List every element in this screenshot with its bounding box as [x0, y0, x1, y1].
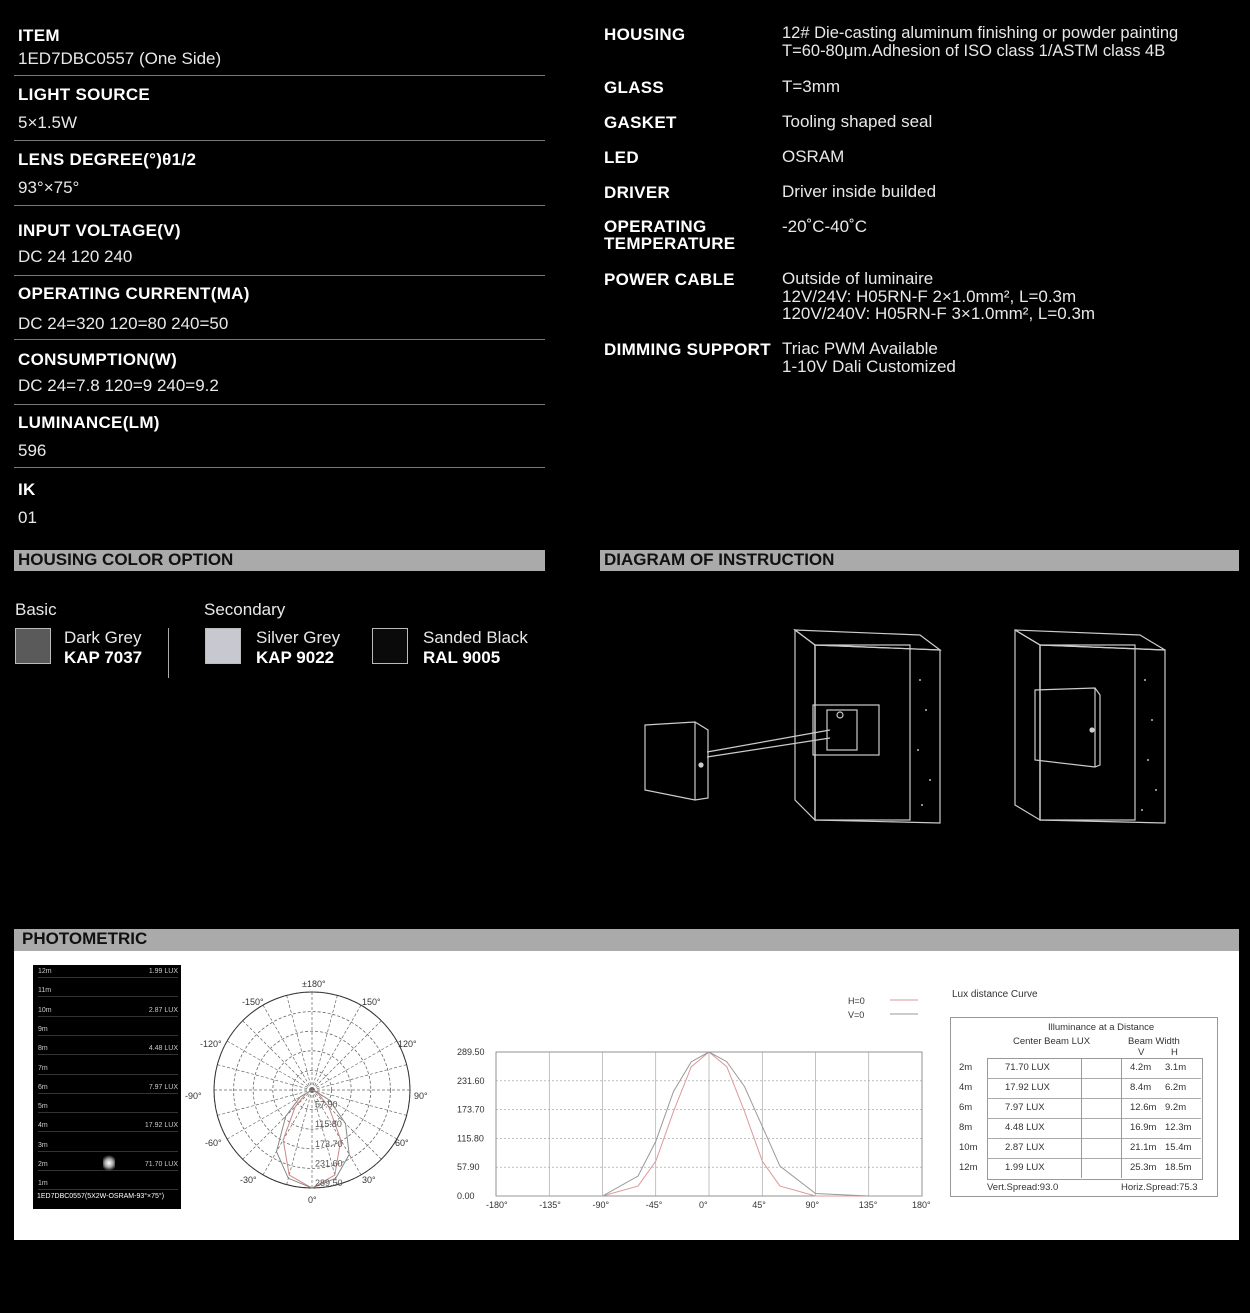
spec-label: DRIVER — [604, 183, 671, 202]
beam-v-cell: 21.1m — [1130, 1142, 1157, 1153]
y-tick-label: 173.70 — [457, 1104, 485, 1115]
color-swatch-silver-grey — [205, 628, 241, 664]
color-swatch-dark-grey — [15, 628, 51, 664]
distance-label: 8m — [38, 1045, 48, 1053]
spec-label: LENS DEGREE(°)θ1/2 — [18, 150, 197, 169]
distance-label: 6m — [38, 1083, 48, 1091]
y-tick-label: 115.80 — [457, 1133, 484, 1144]
polar-candela-chart — [180, 975, 440, 1205]
beam-v-cell: 25.3m — [1130, 1162, 1157, 1173]
polar-angle-label: ±180° — [302, 979, 326, 989]
gridline — [38, 1151, 178, 1152]
spec-label: LUMINANCE(LM) — [18, 413, 160, 432]
column-divider — [1121, 1058, 1122, 1178]
polar-spoke — [312, 1021, 381, 1090]
spec-value: DC 24=7.8 120=9 240=9.2 — [18, 376, 219, 395]
y-tick-label: 57.90 — [457, 1162, 480, 1173]
lux-label: 4.48 LUX — [148, 1045, 178, 1053]
spec-value: T=3mm — [782, 77, 841, 96]
polar-ring-label: 289.50 — [315, 1178, 343, 1188]
distance-label: 12m — [38, 968, 52, 975]
distance-cell: 2m — [959, 1062, 973, 1073]
lux-cell: 17.92 LUX — [1005, 1082, 1050, 1093]
legend-label: H=0 — [848, 996, 865, 1006]
row-divider — [987, 1138, 1201, 1139]
spec-value: DC 24=320 120=80 240=50 — [18, 314, 229, 333]
distance-label: 3m — [38, 1141, 48, 1149]
color-code: KAP 7037 — [64, 648, 143, 667]
polar-spoke — [312, 1041, 397, 1090]
spec-value: -20˚C-40˚C — [782, 217, 868, 236]
polar-spoke — [312, 1065, 407, 1090]
spec-value: 5×1.5W — [18, 113, 78, 132]
legend-label: V=0 — [848, 1010, 865, 1020]
color-swatch-sanded-black — [372, 628, 408, 664]
lux-cell: 2.87 LUX — [1005, 1142, 1045, 1153]
distance-label: 7m — [38, 1064, 48, 1072]
spec-label: HOUSING — [604, 25, 686, 44]
polar-spoke — [287, 1090, 312, 1185]
gridline — [38, 1074, 178, 1075]
distance-label: 10m — [38, 1006, 52, 1014]
lux-label: 7.97 LUX — [148, 1083, 178, 1091]
secondary-label: Secondary — [204, 600, 286, 619]
row-divider — [987, 1158, 1201, 1159]
beam-h-cell: 18.5m — [1165, 1162, 1192, 1173]
spec-value: 1ED7DBC0557 (One Side) — [18, 49, 222, 68]
distance-cell: 4m — [959, 1082, 973, 1093]
horiz-spread: Horiz.Spread:75.3 — [1121, 1182, 1198, 1193]
vert-spread: Vert.Spread:93.0 — [987, 1182, 1059, 1193]
beam-h-cell: 12.3m — [1165, 1122, 1192, 1133]
spec-label: INPUT VOLTAGE(V) — [18, 221, 181, 240]
x-tick-label: 0° — [699, 1200, 708, 1210]
gridline — [38, 1035, 178, 1036]
spec-value: 12V/24V: H05RN-F 2×1.0mm², L=0.3m — [782, 286, 1077, 306]
distance-label: 9m — [38, 1025, 48, 1033]
gridline — [38, 1093, 178, 1094]
polar-spoke — [217, 1090, 312, 1115]
beam-h-cell: 3.1m — [1165, 1062, 1187, 1073]
spec-value: 01 — [18, 508, 37, 527]
spec-label: GASKET — [604, 113, 677, 132]
distance-cell: 12m — [959, 1162, 978, 1173]
polar-angle-label: 60° — [395, 1138, 409, 1148]
polar-ring-label: 115.80 — [315, 1119, 342, 1130]
spec-value: 596 — [18, 441, 47, 460]
spec-label: DIMMING SUPPORT — [604, 340, 771, 359]
x-tick-label: 90° — [805, 1200, 820, 1210]
lux-cell: 4.48 LUX — [1005, 1122, 1045, 1133]
polar-spoke — [312, 995, 337, 1090]
housing-color-header: HOUSING COLOR OPTION — [14, 550, 545, 571]
distance-label: 1m — [38, 1180, 48, 1188]
beam-v-cell: 4.2m — [1130, 1062, 1152, 1073]
polar-spoke — [217, 1065, 312, 1090]
divider — [14, 205, 545, 206]
spec-label: GLASS — [604, 78, 665, 97]
polar-angle-label: 0° — [308, 1195, 317, 1205]
diagram-header: DIAGRAM OF INSTRUCTION — [600, 550, 1239, 571]
gridline — [38, 1131, 178, 1132]
x-tick-label: 45° — [752, 1200, 766, 1210]
gridline — [38, 996, 178, 997]
spec-label: TEMPERATURE — [604, 234, 736, 253]
column-header: H — [1171, 1047, 1178, 1058]
color-code: KAP 9022 — [256, 648, 335, 667]
divider — [14, 404, 545, 405]
y-tick-label: 289.50 — [457, 1047, 485, 1057]
spec-value: Driver inside builded — [782, 182, 937, 201]
gridline — [38, 1112, 178, 1113]
beam-v-cell: 8.4m — [1130, 1082, 1152, 1093]
gridline — [38, 977, 178, 978]
falloff-caption: 1ED7DBC0557(5X2W-OSRAM-93°×75°) — [37, 1193, 165, 1200]
spec-label: LIGHT SOURCE — [18, 85, 151, 104]
polar-ring-label: 173.70 — [315, 1138, 343, 1149]
gridline — [38, 1189, 178, 1190]
distance-cell: 10m — [959, 1142, 978, 1153]
spec-value: 1-10V Dali Customized — [782, 356, 956, 376]
column-header: Beam Width — [1128, 1036, 1180, 1047]
spec-value: T=60-80μm.Adhesion of ISO class 1/ASTM class 4B — [782, 41, 1166, 60]
polar-angle-label: -90° — [185, 1091, 202, 1101]
polar-angle-label: 120° — [398, 1039, 417, 1049]
beam-h-cell: 15.4m — [1165, 1142, 1192, 1153]
polar-spoke — [287, 995, 312, 1090]
spec-value: DC 24 120 240 — [18, 247, 133, 266]
distance-label: 5m — [38, 1103, 48, 1111]
polar-angle-label: -60° — [205, 1138, 222, 1148]
distance-label: 11m — [38, 987, 52, 995]
polar-angle-label: -30° — [240, 1175, 257, 1185]
row-divider — [987, 1078, 1201, 1079]
spec-value: 12# Die-casting aluminum finishing or powder painting — [782, 24, 1179, 42]
polar-angle-label: 150° — [362, 997, 381, 1007]
divider — [14, 140, 545, 141]
spec-value: Tooling shaped seal — [782, 112, 933, 131]
spec-value: Outside of luminaire — [782, 269, 934, 288]
gridline — [38, 1016, 178, 1017]
beam-h-cell: 9.2m — [1165, 1102, 1187, 1113]
spec-label: ITEM — [18, 26, 60, 45]
polar-spoke — [227, 1041, 312, 1090]
table-subtitle: Illuminance at a Distance — [1048, 1022, 1155, 1033]
divider — [14, 339, 545, 340]
color-name: Silver Grey — [256, 628, 341, 647]
polar-spoke — [243, 1021, 312, 1090]
x-tick-label: 135° — [858, 1200, 878, 1210]
row-divider — [987, 1118, 1201, 1119]
y-tick-label: 231.60 — [457, 1075, 485, 1086]
spec-label: OPERATING CURRENT(MA) — [18, 284, 250, 303]
polar-angle-label: -120° — [200, 1039, 222, 1049]
divider — [14, 467, 545, 468]
lux-cell: 1.99 LUX — [1005, 1162, 1045, 1173]
y-tick-label: 0.00 — [457, 1191, 475, 1201]
spec-value: 93°×75° — [18, 178, 80, 197]
lux-table-title: Lux distance Curve — [952, 989, 1038, 1000]
polar-spoke — [263, 1005, 312, 1090]
x-tick-label: 180° — [912, 1200, 931, 1210]
spec-label: IK — [18, 480, 36, 499]
lux-label: 71.70 LUX — [144, 1161, 178, 1168]
spec-label: POWER CABLE — [604, 270, 735, 289]
spec-value: Triac PWM Available — [782, 339, 938, 358]
light-source-icon — [103, 1155, 115, 1171]
beam-v-cell: 12.6m — [1130, 1102, 1157, 1113]
divider — [168, 628, 169, 678]
light-distribution-curve — [450, 990, 940, 1215]
spec-value: 120V/240V: H05RN-F 3×1.0mm², L=0.3m — [782, 304, 1096, 323]
photometric-header: PHOTOMETRIC — [14, 929, 1239, 951]
divider — [14, 75, 545, 76]
installation-diagram — [600, 580, 1239, 840]
spec-value: OSRAM — [782, 147, 845, 166]
polar-angle-label: 30° — [362, 1175, 376, 1185]
spec-label: CONSUMPTION(W) — [18, 350, 178, 369]
gridline — [38, 1054, 178, 1055]
color-name: Sanded Black — [423, 628, 528, 647]
distance-cell: 8m — [959, 1122, 973, 1133]
color-name: Dark Grey — [64, 628, 142, 647]
column-header: Center Beam LUX — [1013, 1036, 1091, 1047]
polar-angle-label: 90° — [414, 1091, 428, 1101]
x-tick-label: -135° — [539, 1200, 561, 1210]
polar-ring-label: 57.90 — [315, 1099, 338, 1110]
polar-angle-label: -150° — [242, 997, 264, 1007]
distance-cell: 6m — [959, 1102, 973, 1113]
x-tick-label: -180° — [486, 1200, 508, 1210]
beam-h-cell: 6.2m — [1165, 1082, 1187, 1093]
spec-label: OPERATING — [604, 217, 707, 236]
polar-spoke — [312, 1005, 361, 1090]
color-code: RAL 9005 — [423, 648, 501, 667]
distance-label: 4m — [38, 1122, 48, 1130]
column-header: V — [1138, 1047, 1145, 1058]
x-tick-label: -45° — [645, 1200, 663, 1210]
lux-label: 17.92 LUX — [144, 1122, 178, 1130]
spec-label: LED — [604, 148, 639, 167]
lux-cell: 71.70 LUX — [1005, 1062, 1050, 1073]
row-divider — [987, 1098, 1201, 1099]
divider — [14, 275, 545, 276]
column-divider — [1081, 1058, 1082, 1178]
lux-table — [950, 1017, 1218, 1197]
light-falloff-graphic — [33, 965, 181, 1209]
lux-label: 2.87 LUX — [148, 1006, 178, 1014]
x-tick-label: -90° — [592, 1200, 610, 1210]
lux-label: 1.99 LUX — [148, 968, 178, 975]
polar-ring-label: 231.60 — [315, 1158, 343, 1169]
basic-label: Basic — [15, 600, 57, 619]
beam-v-cell: 16.9m — [1130, 1122, 1157, 1133]
lux-cell: 7.97 LUX — [1005, 1102, 1045, 1113]
distance-label: 2m — [38, 1161, 48, 1168]
